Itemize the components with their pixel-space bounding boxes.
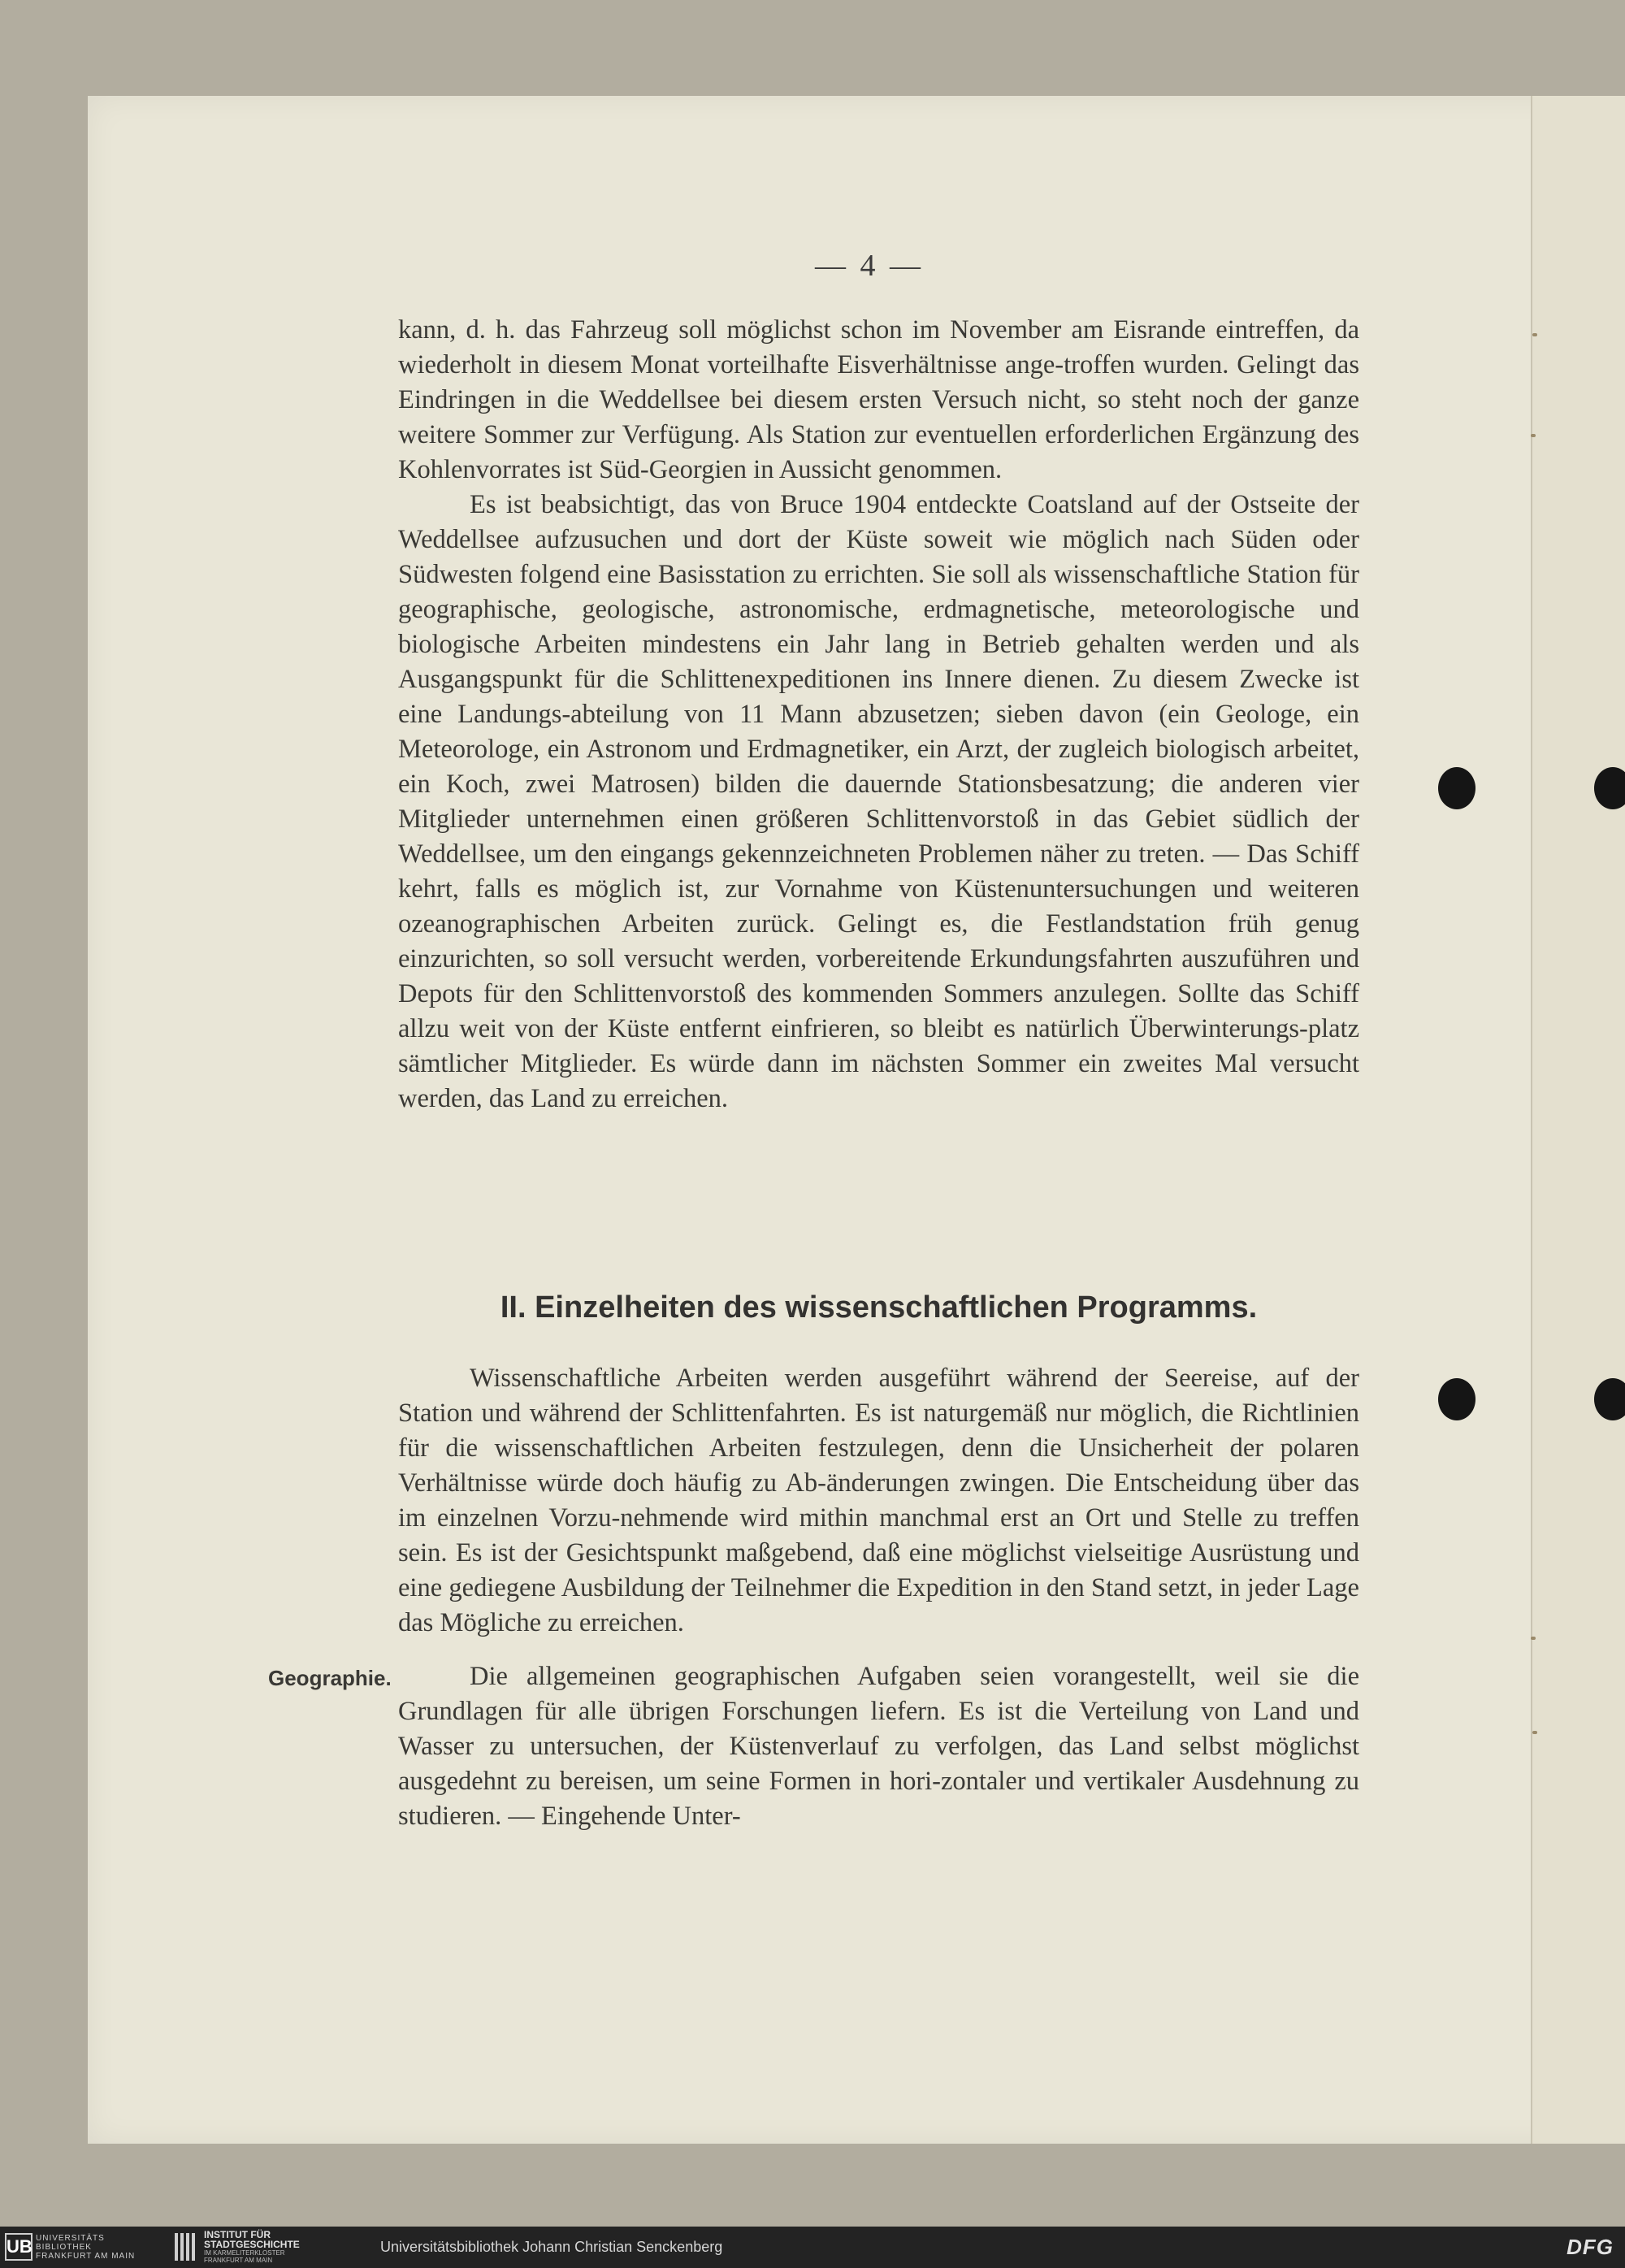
page-number: — 4 —: [815, 249, 924, 283]
punch-hole: [1594, 1378, 1625, 1420]
body-text-section: [398, 1361, 1359, 1641]
ub-mark: UB: [5, 2233, 32, 2261]
paragraph: Wissenschaftliche Arbeiten werden ausgeführt während der Seereise, auf der Station und während der Schlittenfahrten. Es ist naturgemäß nur möglich, die Richtlinien für die wissenschaftlichen Arbeiten festzulegen, denn die Unsicherheit der polaren Verhältnisse würde doch häufig zu Ab-änderungen zwingen. Die Entscheidung über das im einzelnen Vorzu-nehmende wird mithin manchmal erst an Ort und Stelle zu treffen sein. Es ist der Gesichtspunkt maßgebend, daß eine möglichst vielseitige Ausrüstung und eine gediegene Ausbildung der Teilnehmer die Expedition in den Stand setzt, in jeder Lage das Mögliche zu erreichen.: [398, 1364, 1359, 1637]
viewer-footer: [0, 2227, 1625, 2268]
body-text-geographie: [398, 1659, 1359, 1834]
ifs-logo[interactable]: [175, 2229, 300, 2264]
library-name: Universitätsbibliothek Johann Christian Senckenberg: [380, 2239, 723, 2255]
punch-hole: [1438, 1378, 1476, 1420]
paper-speck: [1531, 1637, 1536, 1640]
ifs-sub-line: FRANKFURT AM MAIN: [204, 2257, 273, 2264]
ifs-title-line: STADTGESCHICHTE: [204, 2239, 300, 2250]
ifs-sub-line: IM KARMELITERKLOSTER: [204, 2249, 285, 2257]
ub-logo-line: BIBLIOTHEK: [36, 2242, 92, 2252]
paper-speck: [1532, 333, 1537, 336]
ub-logo-line: UNIVERSITÄTS: [36, 2233, 105, 2243]
paragraph: kann, d. h. das Fahrzeug soll möglichst schon im November am Eisrande eintreffen, da wiederholt in diesem Monat vorteilhafte Eisverhältnisse ange-troffen wurden. Gelingt das Eindringen in die Weddellsee bei diesem ersten Versuch nicht, so steht noch der ganze weitere Sommer zur Verfügung. Als Station zur eventuellen erforderlichen Ergänzung des Kohlenvorrates ist Süd-Georgien in Aussicht genommen.: [398, 315, 1359, 484]
punch-hole: [1438, 767, 1476, 809]
ifs-title-line: INSTITUT FÜR: [204, 2229, 271, 2240]
ifs-logo-text: [204, 2230, 300, 2264]
paragraph: Die allgemeinen geographischen Aufgaben seien vorangestellt, weil sie die Grundlagen für alle übrigen Forschungen liefern. Es ist die Verteilung von Land und Wasser zu untersuchen, der Küstenverlauf zu verfolgen, das Land selbst möglichst ausgedehnt zu bereisen, um seine Formen in hori-zontaler und vertikaler Ausdehnung zu studieren. — Eingehende Unter-: [398, 1662, 1359, 1831]
adjacent-page-edge: [1531, 96, 1625, 2144]
paper-speck: [1532, 1731, 1537, 1734]
ub-logo-text: [36, 2234, 135, 2261]
marginal-note: Geographie.: [268, 1666, 392, 1690]
ub-logo-line: FRANKFURT AM MAIN: [36, 2251, 136, 2261]
ub-logo[interactable]: [5, 2233, 135, 2261]
columns-icon: [175, 2233, 199, 2261]
punch-hole: [1594, 767, 1625, 809]
body-text-top: [398, 313, 1359, 1117]
paragraph: Es ist beabsichtigt, das von Bruce 1904 entdeckte Coatsland auf der Ostseite der Weddellsee aufzusuchen und dort der Küste soweit wie möglich nach Süden oder Südwesten folgend eine Basisstation zu errichten. Sie soll als wissenschaftliche Station für geographische, geologische, astronomische, erdmagnetische, meteorologische und biologische Arbeiten mindestens ein Jahr lang in Betrieb gehalten werden und als Ausgangspunkt für die Schlittenexpeditionen ins Innere dienen. Zu diesem Zwecke ist eine Landungs-abteilung von 11 Mann abzusetzen; sieben davon (ein Geologe, ein Meteorologe, ein Astronom und Erdmagnetiker, ein Arzt, der zugleich biologisch arbeitet, ein Koch, zwei Matrosen) bilden die dauernde Stationsbesatzung; die anderen vier Mitglieder unternehmen einen größeren Schlittenvorstoß in das Gebiet südlich der Weddellsee, um den eingangs gekennzeichneten Problemen näher zu treten. — Das Schiff kehrt, falls es möglich ist, zur Vornahme von Küstenuntersuchungen und weiteren ozeanographischen Arbeiten zurück. Gelingt es, die Festlandstation früh genug einzurichten, so soll versucht werden, vorbereitende Erkundungsfahrten auszuführen und Depots für den Schlittenvorstoß des kommenden Sommers anzulegen. Sollte das Schiff allzu weit von der Küste entfernt einfrieren, so bleibt es natürlich Überwinterungs-platz sämtlicher Mitglieder. Es würde dann im nächsten Sommer ein zweites Mal versucht werden, das Land zu erreichen.: [398, 490, 1359, 1113]
dfg-logo[interactable]: DFG: [1566, 2235, 1614, 2259]
section-heading: II. Einzelheiten des wissenschaftlichen Programms.: [500, 1290, 1258, 1325]
paper-speck: [1531, 434, 1536, 437]
